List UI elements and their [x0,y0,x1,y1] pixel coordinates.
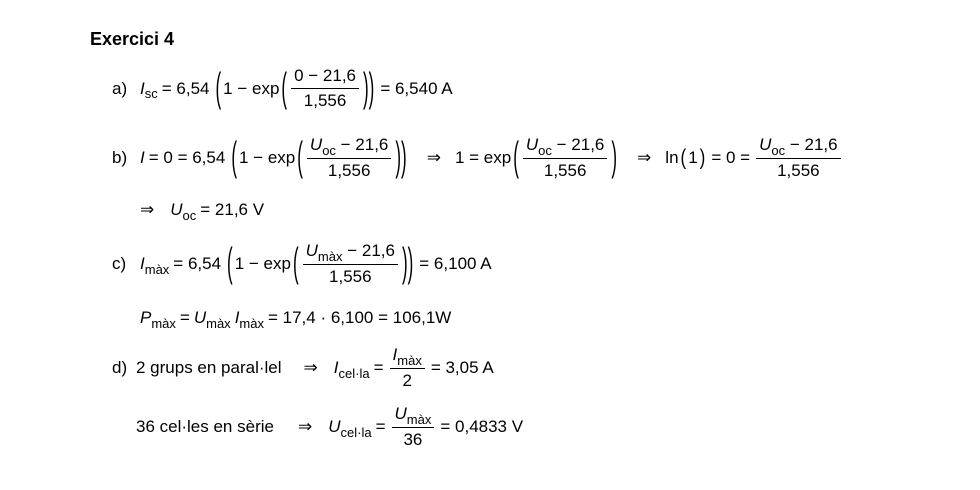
series-text: 36 cel·les en sèrie [136,417,274,436]
equation-b-cont [140,200,268,223]
var-i: I [140,254,145,273]
numerator: $U_{màx}$ [392,404,435,428]
paren-open: ( [215,64,222,111]
exercise-title: Exercici 4 [90,29,175,49]
result-c: = 6,100 A [419,254,492,273]
denominator: 2 [402,371,412,390]
ln-arg: 1 [688,148,698,167]
var-i: I [140,78,145,98]
fraction [392,404,435,450]
sub-oc: oc [182,207,197,223]
step2-text: 1 = exp [454,148,512,167]
numerator: 0 − 21,6 [291,66,359,89]
label-d: d) [112,358,128,377]
equation-a [112,66,457,111]
parallel-text: 2 grups en paral·lel [136,358,282,377]
fraction [390,345,425,391]
implies-arrow: ⇒ [297,417,313,436]
paren-open: ( [231,134,237,180]
one-minus-exp: 1 − exp [238,148,296,167]
equation-b: b) I = 0 = 6,54 ( 1 − exp ( $\frac{U_{oc} - 21,6}{1,556}$ )) ⇒ 1 = exp ( $\frac{U_{oc} - 21,6}{1,556}$ ) ⇒ ln ( 1 ) = 0 = $\frac{U_{oc} - 21,6}{1,556}$ [112,135,843,181]
equation-d2: 36 cel·les en sèrie ⇒ U cel·la = $\frac{U_{màx}}{36}$ = 0,4833 V [136,404,524,449]
fraction [303,241,398,287]
label-c: c) [112,254,127,273]
sub-sc: sc [144,86,158,101]
denominator: 1,556 [777,161,820,180]
coef-text: = 0 = 6,54 [148,148,226,167]
implies-arrow: ⇒ [140,200,155,219]
var-u: U [328,417,341,436]
var-u: U [170,200,183,219]
var-p: P [140,308,152,327]
implies-arrow: ⇒ [637,148,652,167]
result-d1: = 3,05 A [430,358,494,377]
paren-open: ( [227,240,233,286]
numerator: $I_{màx}$ [390,345,425,369]
step3-mid: = 0 = [711,148,751,167]
paren-close: )) [363,64,375,111]
implies-arrow: ⇒ [303,358,318,377]
var-u: U [193,308,207,327]
result-b: = 21,6 V [200,200,265,219]
numerator: $U_{màx} - 21,6$ [303,241,398,265]
fraction [291,66,359,111]
var-i: I [234,308,240,327]
var-i: I [140,148,145,167]
fraction [523,135,607,181]
denominator: 1,556 [303,91,347,110]
coef-text: = 6,54 [161,78,210,98]
paren-close: )) [395,134,407,180]
paren-open: ( [281,64,288,111]
ln-text: ln [665,148,679,167]
implies-arrow: ⇒ [426,148,441,167]
equation-c [112,241,496,287]
equation-d1: d) 2 grups en paral·lel ⇒ I cel·la = $\frac{I_{màx}}{2}$ = 3,05 A [112,345,494,390]
var-i: I [333,358,339,377]
one-minus-exp: 1 − exp [234,254,291,273]
equation-c-power: P màx = U màx I màx = 17,4 · 6,100 = 106,1W [140,308,452,331]
paren-open: ( [292,240,299,286]
result-a: = 6,540 A [380,78,453,98]
denominator: 1,556 [543,161,587,180]
fraction [307,135,391,181]
paren-close: )) [401,240,414,286]
numerator: $U_{oc} - 21,6$ [307,135,391,159]
one-minus-exp: 1 − exp [223,78,280,98]
denominator: 36 [403,430,423,449]
result-power: = 17,4 · 6,100 = 106,1W [267,308,452,327]
coef-text: = 6,54 [173,254,222,273]
label-b: b) [112,148,128,167]
sub-max: màx [144,261,170,277]
paren-open: ( [297,134,303,180]
paren-close: ) [611,134,618,180]
denominator: 1,556 [327,161,371,180]
numerator: $U_{oc} - 21,6$ [756,135,840,159]
paren-open: ( [513,134,519,180]
denominator: 1,556 [329,267,372,286]
result-d2: = 0,4833 V [440,417,524,436]
numerator: $U_{oc} - 21,6$ [523,135,607,159]
label-a: a) [112,78,128,98]
fraction [756,135,840,181]
